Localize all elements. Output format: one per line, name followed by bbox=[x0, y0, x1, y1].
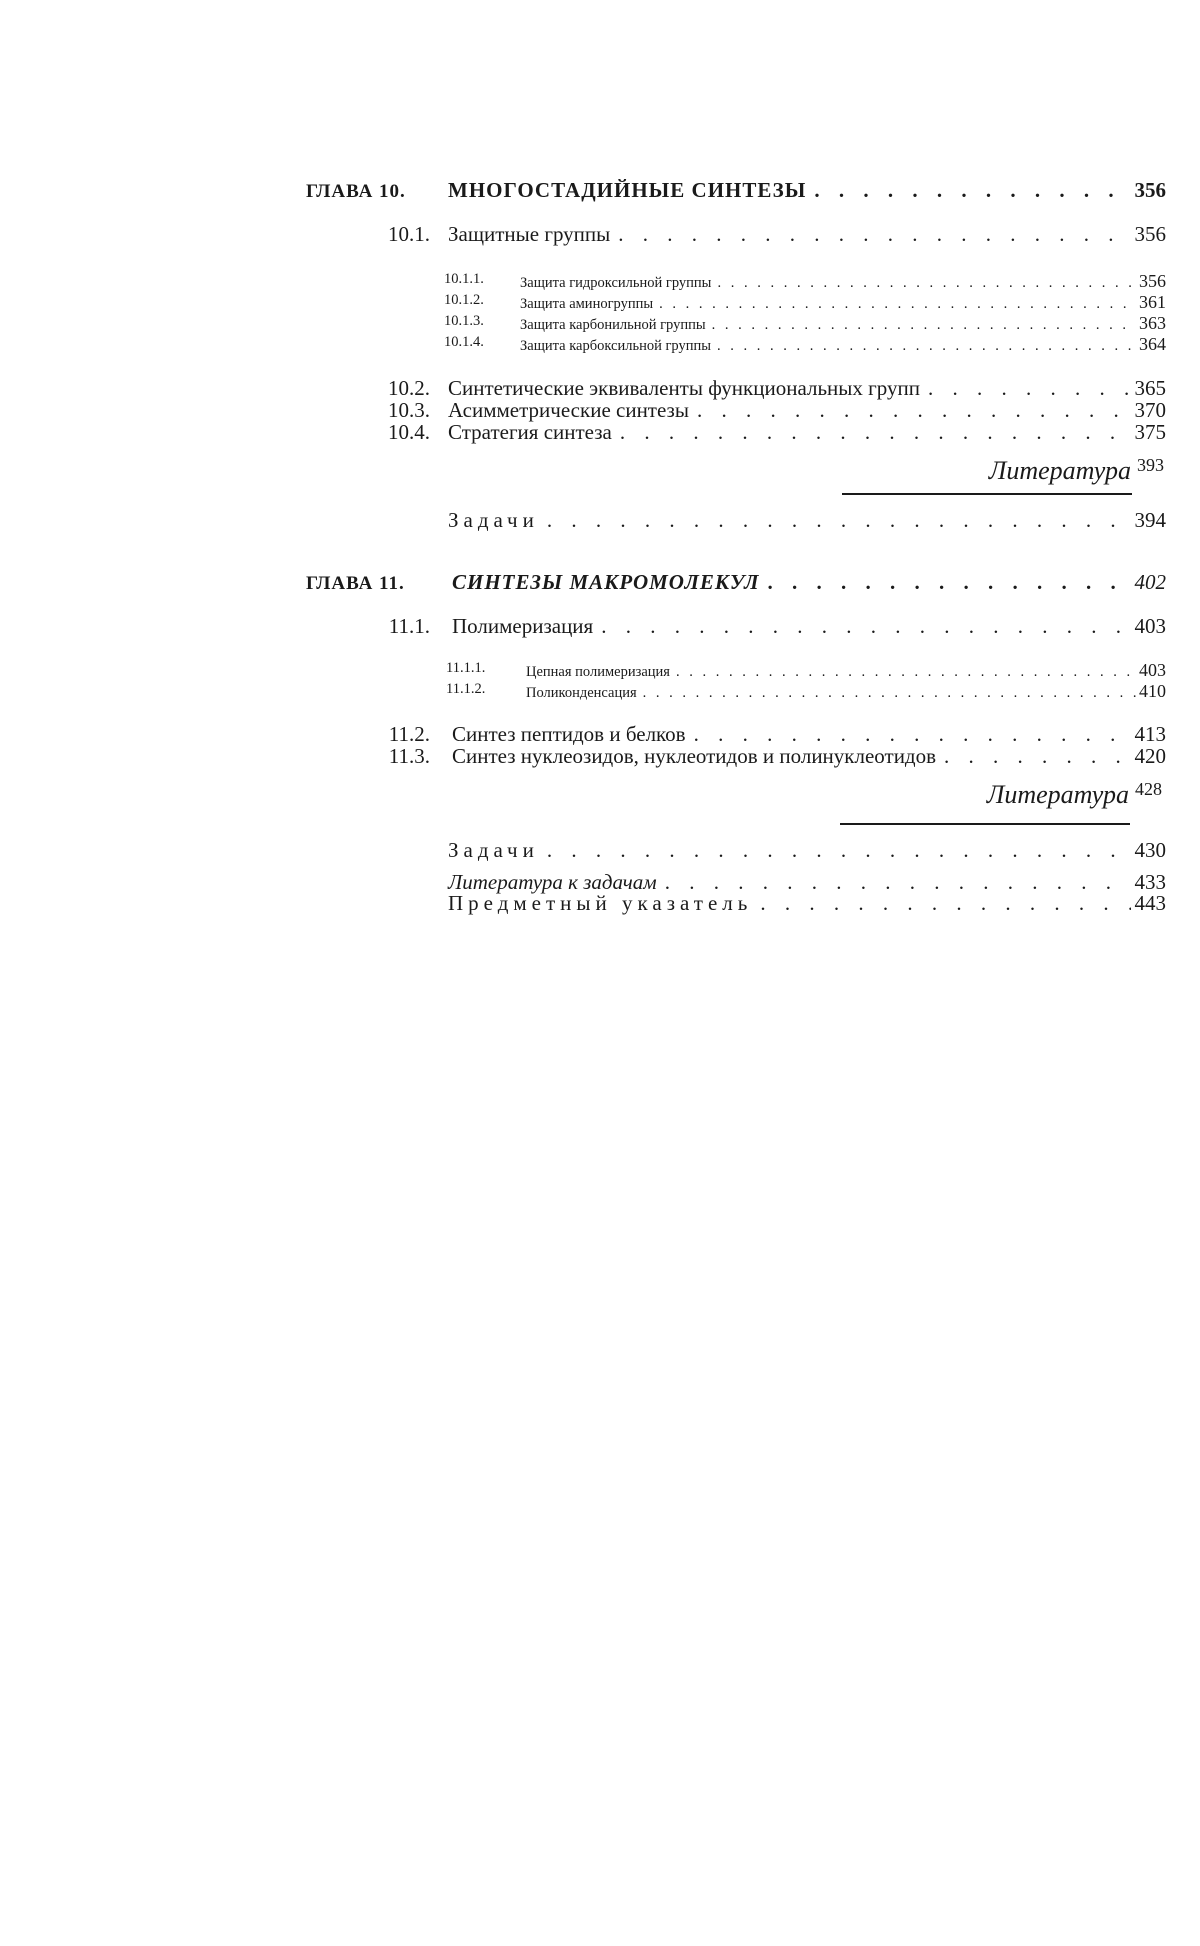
problems-entry bbox=[448, 508, 1166, 533]
page-number: 403 bbox=[1134, 614, 1166, 638]
subsection-title: Цепная полимеризация bbox=[526, 664, 670, 680]
page-number: 363 bbox=[1139, 313, 1166, 333]
problems-title: Задачи bbox=[448, 508, 539, 532]
page-number: 413 bbox=[1134, 722, 1166, 746]
section-number: 11.3. bbox=[388, 744, 430, 768]
leader-dots bbox=[814, 178, 1130, 203]
divider-rule bbox=[842, 493, 1132, 495]
page-number: 430 bbox=[1134, 838, 1166, 862]
section-entry bbox=[448, 420, 1166, 445]
section-number: 10.3. bbox=[388, 398, 430, 422]
page-number: 403 bbox=[1139, 660, 1166, 680]
page-number: 361 bbox=[1139, 292, 1166, 312]
page-number: 443 bbox=[1134, 891, 1166, 915]
subsection-number: 10.1.4. bbox=[444, 334, 484, 350]
section-title: Стратегия синтеза bbox=[448, 420, 612, 444]
page-number: 356 bbox=[1134, 222, 1166, 246]
chapter-label: ГЛАВА 10. bbox=[306, 181, 406, 202]
section-title: Асимметрические синтезы bbox=[448, 398, 689, 422]
section-entry bbox=[452, 744, 1166, 769]
page-number: 402 bbox=[1134, 570, 1166, 594]
literature-entry bbox=[987, 780, 1162, 810]
section-number: 11.2. bbox=[388, 722, 430, 746]
leader-dots bbox=[643, 685, 1136, 702]
section-number: 11.1. bbox=[388, 614, 430, 638]
leader-dots bbox=[944, 744, 1130, 769]
page-number: 393 bbox=[1137, 455, 1164, 475]
section-title: Защитные группы bbox=[448, 222, 611, 246]
subsection-number: 10.1.2. bbox=[444, 292, 484, 308]
section-entry bbox=[452, 614, 1166, 639]
subsection-entry bbox=[526, 681, 1166, 702]
end-matter-title: Литература к задачам bbox=[448, 870, 657, 894]
page-number: 370 bbox=[1134, 398, 1166, 422]
page-number: 365 bbox=[1134, 376, 1166, 400]
subsection-entry bbox=[526, 660, 1166, 681]
section-title: Синтетические эквиваленты функциональных групп bbox=[448, 376, 920, 400]
leader-dots bbox=[659, 296, 1136, 313]
page-number: 428 bbox=[1135, 779, 1162, 799]
leader-dots bbox=[547, 838, 1131, 863]
leader-dots bbox=[717, 275, 1136, 292]
subsection-number: 10.1.3. bbox=[444, 313, 484, 329]
end-matter-entry bbox=[448, 891, 1166, 916]
page-number: 356 bbox=[1139, 271, 1166, 291]
leader-dots bbox=[618, 222, 1130, 247]
chapter-title: МНОГОСТАДИЙНЫЕ СИНТЕЗЫ bbox=[448, 178, 807, 202]
subsection-entry bbox=[520, 313, 1166, 334]
literature-label: Литература bbox=[986, 780, 1129, 809]
section-title: Синтез нуклеозидов, нуклеотидов и полинуклеотидов bbox=[452, 744, 937, 768]
leader-dots bbox=[601, 614, 1130, 639]
leader-dots bbox=[768, 570, 1131, 595]
section-number: 10.2. bbox=[388, 376, 430, 400]
subsection-title: Защита карбоксильной группы bbox=[520, 338, 711, 354]
subsection-title: Защита карбонильной группы bbox=[520, 317, 706, 333]
subsection-entry bbox=[520, 334, 1166, 355]
end-matter-entry bbox=[448, 838, 1166, 863]
leader-dots bbox=[717, 338, 1136, 355]
section-entry bbox=[448, 222, 1166, 247]
page-number: 433 bbox=[1134, 870, 1166, 894]
literature-label: Литература bbox=[988, 456, 1131, 485]
subsection-number: 11.1.1. bbox=[446, 660, 486, 676]
chapter-entry bbox=[448, 178, 1166, 203]
page-number: 356 bbox=[1134, 178, 1166, 202]
subsection-entry bbox=[520, 292, 1166, 313]
leader-dots bbox=[676, 664, 1136, 681]
page-number: 375 bbox=[1134, 420, 1166, 444]
section-number: 10.4. bbox=[388, 420, 430, 444]
page-number: 394 bbox=[1134, 508, 1166, 532]
end-matter-title: Задачи bbox=[448, 838, 539, 862]
section-number: 10.1. bbox=[388, 222, 430, 246]
subsection-number: 10.1.1. bbox=[444, 271, 484, 287]
chapter-entry bbox=[452, 570, 1166, 595]
page-number: 420 bbox=[1134, 744, 1166, 768]
page-number: 410 bbox=[1139, 681, 1166, 701]
leader-dots bbox=[547, 508, 1131, 533]
section-title: Синтез пептидов и белков bbox=[452, 722, 686, 746]
literature-entry bbox=[989, 456, 1164, 486]
subsection-title: Защита гидроксильной группы bbox=[520, 275, 712, 291]
subsection-title: Поликонденсация bbox=[526, 685, 637, 701]
chapter-title: СИНТЕЗЫ МАКРОМОЛЕКУЛ bbox=[452, 570, 760, 594]
section-title: Полимеризация bbox=[452, 614, 594, 638]
leader-dots bbox=[712, 317, 1136, 334]
chapter-label: ГЛАВА 11. bbox=[306, 573, 405, 594]
subsection-title: Защита аминогруппы bbox=[520, 296, 654, 312]
page-number: 364 bbox=[1139, 334, 1166, 354]
divider-rule bbox=[840, 823, 1130, 825]
subsection-number: 11.1.2. bbox=[446, 681, 486, 697]
subsection-entry bbox=[520, 271, 1166, 292]
leader-dots bbox=[620, 420, 1131, 445]
leader-dots bbox=[760, 891, 1130, 916]
end-matter-title: Предметный указатель bbox=[448, 891, 753, 915]
